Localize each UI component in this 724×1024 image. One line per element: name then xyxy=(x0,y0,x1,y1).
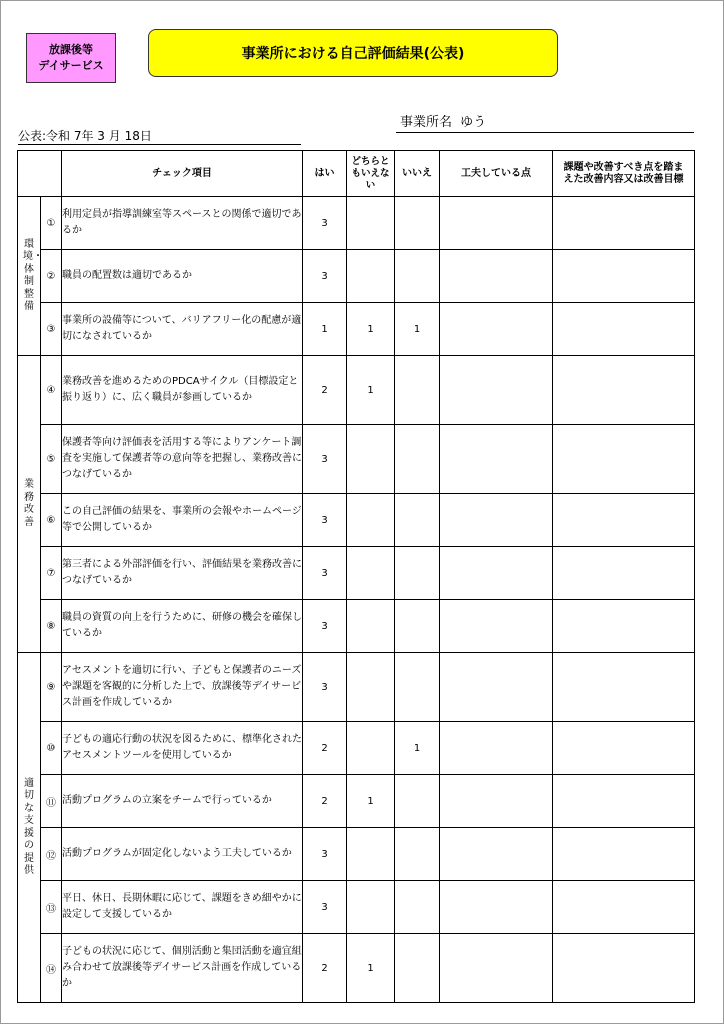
row-number: ⑪ xyxy=(41,775,62,828)
header-blank xyxy=(18,151,62,197)
yes-count: 3 xyxy=(303,197,347,250)
yes-count: 2 xyxy=(303,775,347,828)
table-row xyxy=(18,934,695,1003)
no-count xyxy=(395,600,440,653)
check-item-text: 業務改善を進めるためのPDCAサイクル（目標設定と振り返り）に、広く職員が参画しているか xyxy=(62,356,303,425)
check-item-text: 活動プログラムの立案をチームで行っているか xyxy=(62,775,303,828)
service-type-badge xyxy=(26,33,116,83)
category-label: 業務改善 xyxy=(24,479,34,528)
table-row xyxy=(18,828,695,881)
issues-cell xyxy=(553,197,695,250)
check-item-text: 活動プログラムが固定化しないよう工夫しているか xyxy=(62,828,303,881)
row-number: ⑨ xyxy=(41,653,62,722)
yes-count: 3 xyxy=(303,425,347,494)
row-number: ⑥ xyxy=(41,494,62,547)
table-row xyxy=(18,547,695,600)
check-item-text: 職員の資質の向上を行うために、研修の機会を確保しているか xyxy=(62,600,303,653)
badge-line-2: デイサービス xyxy=(38,59,104,72)
badge-line-1: 放課後等 xyxy=(49,43,93,56)
neither-count xyxy=(347,494,395,547)
row-number: ① xyxy=(41,197,62,250)
category-label: 環境・体制整備 xyxy=(23,238,43,312)
yes-count: 3 xyxy=(303,494,347,547)
effort-cell xyxy=(440,494,553,547)
yes-count: 2 xyxy=(303,356,347,425)
header-no: いいえ xyxy=(395,151,440,197)
table-row xyxy=(18,250,695,303)
check-item-text: 保護者等向け評価表を活用する等によりアンケート調査を実施して保護者等の意向等を把握し、業務改善につなげているか xyxy=(62,425,303,494)
no-count: 1 xyxy=(395,303,440,356)
header-check-item: チェック項目 xyxy=(62,151,303,197)
neither-count xyxy=(347,881,395,934)
table-row xyxy=(18,775,695,828)
check-item-text: 利用定員が指導訓練室等スペースとの関係で適切であるか xyxy=(62,197,303,250)
publication-date xyxy=(18,128,301,145)
issues-cell xyxy=(553,547,695,600)
effort-cell xyxy=(440,653,553,722)
table-row xyxy=(18,197,695,250)
no-count xyxy=(395,250,440,303)
row-number: ⑩ xyxy=(41,722,62,775)
table-row xyxy=(18,425,695,494)
check-item-text: アセスメントを適切に行い、子どもと保護者のニーズや課題を客観的に分析した上で、放課後等デイサービス計画を作成しているか xyxy=(62,653,303,722)
issues-cell xyxy=(553,881,695,934)
yes-count: 3 xyxy=(303,881,347,934)
row-number: ⑧ xyxy=(41,600,62,653)
no-count xyxy=(395,775,440,828)
effort-cell xyxy=(440,425,553,494)
page-title-text: 事業所における自己評価結果(公表) xyxy=(241,46,465,62)
effort-cell xyxy=(440,356,553,425)
row-number: ② xyxy=(41,250,62,303)
neither-count xyxy=(347,197,395,250)
header-effort: 工夫している点 xyxy=(440,151,553,197)
effort-cell xyxy=(440,547,553,600)
effort-cell xyxy=(440,600,553,653)
check-item-text: 第三者による外部評価を行い、評価結果を業務改善につなげているか xyxy=(62,547,303,600)
no-count: 1 xyxy=(395,722,440,775)
no-count xyxy=(395,425,440,494)
table-row xyxy=(18,356,695,425)
issues-cell xyxy=(553,934,695,1003)
category-cell xyxy=(18,653,41,1003)
issues-cell xyxy=(553,250,695,303)
effort-cell xyxy=(440,775,553,828)
effort-cell xyxy=(440,197,553,250)
issues-cell xyxy=(553,600,695,653)
issues-cell xyxy=(553,494,695,547)
neither-count xyxy=(347,653,395,722)
effort-cell xyxy=(440,934,553,1003)
issues-cell xyxy=(553,653,695,722)
neither-count: 1 xyxy=(347,303,395,356)
evaluation-table xyxy=(17,150,695,1003)
header-yes: はい xyxy=(303,151,347,197)
effort-cell xyxy=(440,303,553,356)
category-label: 適切な支援の提供 xyxy=(24,777,34,876)
table-row xyxy=(18,600,695,653)
yes-count: 2 xyxy=(303,934,347,1003)
issues-cell xyxy=(553,425,695,494)
yes-count: 3 xyxy=(303,250,347,303)
row-number: ⑤ xyxy=(41,425,62,494)
yes-count: 3 xyxy=(303,547,347,600)
yes-count: 1 xyxy=(303,303,347,356)
issues-cell xyxy=(553,303,695,356)
check-item-text: 職員の配置数は適切であるか xyxy=(62,250,303,303)
check-item-text: 子どもの適応行動の状況を図るために、標準化されたアセスメントツールを使用しているか xyxy=(62,722,303,775)
no-count xyxy=(395,828,440,881)
issues-cell xyxy=(553,356,695,425)
neither-count: 1 xyxy=(347,934,395,1003)
yes-count: 2 xyxy=(303,722,347,775)
no-count xyxy=(395,881,440,934)
row-number: ⑫ xyxy=(41,828,62,881)
row-number: ⑭ xyxy=(41,934,62,1003)
check-item-text: この自己評価の結果を、事業所の会報やホームページ等で公開しているか xyxy=(62,494,303,547)
no-count xyxy=(395,547,440,600)
yes-count: 3 xyxy=(303,653,347,722)
yes-count: 3 xyxy=(303,600,347,653)
neither-count xyxy=(347,828,395,881)
header-neither: どちらともいえない xyxy=(347,151,395,197)
page-title xyxy=(148,29,558,77)
effort-cell xyxy=(440,881,553,934)
check-item-text: 子どもの状況に応じて、個別活動と集団活動を適宜組み合わせて放課後等デイサービス計画を作成しているか xyxy=(62,934,303,1003)
table-row xyxy=(18,722,695,775)
table-row xyxy=(18,881,695,934)
issues-cell xyxy=(553,828,695,881)
check-item-text: 平日、休日、長期休暇に応じて、課題をきめ細やかに設定して支援しているか xyxy=(62,881,303,934)
neither-count xyxy=(347,425,395,494)
neither-count: 1 xyxy=(347,775,395,828)
neither-count xyxy=(347,250,395,303)
table-row xyxy=(18,494,695,547)
row-number: ③ xyxy=(41,303,62,356)
yes-count: 3 xyxy=(303,828,347,881)
table-row xyxy=(18,653,695,722)
header-issues: 課題や改善すべき点を踏まえた改善内容又は改善目標 xyxy=(553,151,695,197)
neither-count xyxy=(347,547,395,600)
neither-count xyxy=(347,600,395,653)
category-cell xyxy=(18,197,41,356)
neither-count: 1 xyxy=(347,356,395,425)
issues-cell xyxy=(553,722,695,775)
office-name-field xyxy=(396,114,694,133)
no-count xyxy=(395,934,440,1003)
no-count xyxy=(395,197,440,250)
neither-count xyxy=(347,722,395,775)
effort-cell xyxy=(440,250,553,303)
office-label: 事業所名 xyxy=(400,115,453,130)
check-item-text: 事業所の設備等について、バリアフリー化の配慮が適切になされているか xyxy=(62,303,303,356)
office-name: ゆう xyxy=(460,115,487,130)
publication-date-text: 公表:令和 7年 3 月 18日 xyxy=(18,129,152,143)
row-number: ④ xyxy=(41,356,62,425)
row-number: ⑬ xyxy=(41,881,62,934)
no-count xyxy=(395,653,440,722)
table-header-row xyxy=(18,151,695,197)
row-number: ⑦ xyxy=(41,547,62,600)
no-count xyxy=(395,356,440,425)
issues-cell xyxy=(553,775,695,828)
category-cell xyxy=(18,356,41,653)
effort-cell xyxy=(440,722,553,775)
no-count xyxy=(395,494,440,547)
effort-cell xyxy=(440,828,553,881)
table-row xyxy=(18,303,695,356)
